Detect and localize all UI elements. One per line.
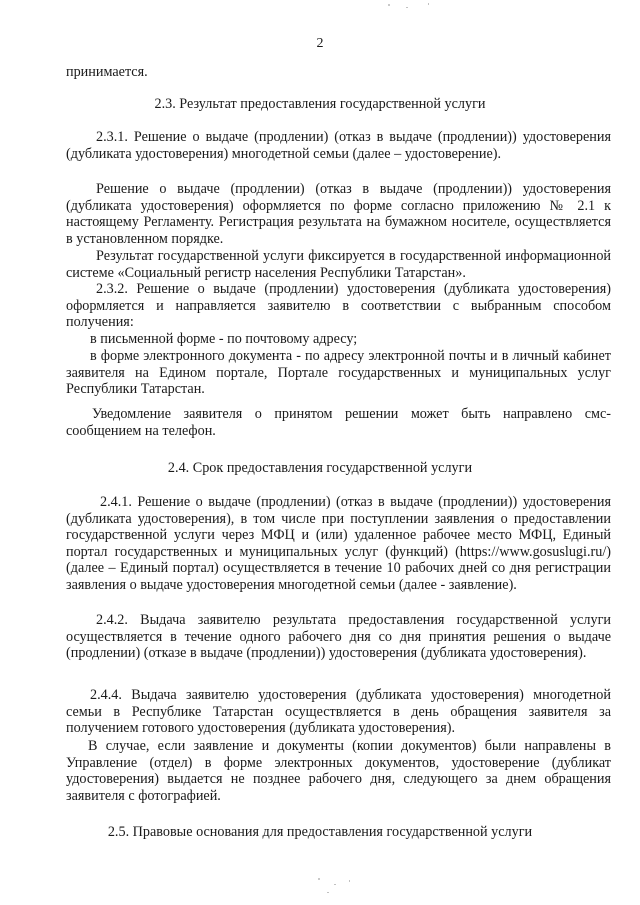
scan-speck [318, 878, 320, 880]
paragraph-2-3-2-paper: в письменной форме - по почтовому адресу; [90, 331, 358, 347]
paragraph-2-3-2: 2.3.2. Решение о выдаче (продлении) удостоверения (дубликата удостоверения) оформляется и направляется заявителю в соответствии с выбранным способом получения: [66, 281, 611, 331]
scan-speck [428, 3, 429, 5]
paragraph-2-4-4-electronic: В случае, если заявление и документы (копии документов) были направлены в Управление (отдел) в форме электронных документов, удостоверение (дубликат удостоверения) выдается не позднее рабочего дня, следующего за днем обращения заявителя с фотографией. [66, 738, 611, 804]
section-heading-2-5: 2.5. Правовые основания для предоставления государственной услуги [107, 824, 533, 840]
paragraph-2-4-1: 2.4.1. Решение о выдаче (продлении) (отказ в выдаче (продлении)) удостоверения (дубликата удостоверения), в том числе при поступлении заявления о предоставлении государственной услуги через МФЦ и (или) удаленное рабочее место МФЦ, Единый портал государственных и муниципальных услуг (функций) (https://www.gosuslugi.ru/) (далее – Единый портал) осуществляется в течение 10 рабочих дней со дня регистрации заявления о выдаче удостоверения многодетной семьи (далее - заявление). [66, 494, 611, 593]
paragraph-2-3-2-electronic: в форме электронного документа - по адресу электронной почты и в личный кабинет заявителя на Едином портале, Портале государственных и муниципальных услуг Республики Татарстан. [66, 348, 611, 398]
paragraph-2-3-1: 2.3.1. Решение о выдаче (продлении) (отказ в выдаче (продлении)) удостоверения (дубликата удостоверения) многодетной семьи (далее – удостоверение). [66, 129, 611, 162]
scan-speck [334, 884, 336, 885]
section-heading-2-3: 2.3. Результат предоставления государственной услуги [154, 96, 486, 112]
scan-speck [327, 892, 329, 893]
paragraph-2-4-4: 2.4.4. Выдача заявителю удостоверения (дубликата удостоверения) многодетной семьи в Республике Татарстан осуществляется в день обращения заявителя за получением готового удостоверения (дубликата удостоверения). [66, 687, 611, 737]
paragraph-2-4-2: 2.4.2. Выдача заявителю результата предоставления государственной услуги осуществляется в течение одного рабочего дня со дня принятия решения о выдаче (продлении) (отказе в выдаче (продлении)) удостоверения (дубликата удостоверения). [66, 612, 611, 662]
section-heading-2-4: 2.4. Срок предоставления государственной услуги [167, 460, 473, 476]
scan-speck [406, 7, 408, 8]
paragraph-2-3-2-sms: Уведомление заявителя о принятом решении может быть направлено смс-сообщением на телефон. [66, 406, 611, 439]
paragraph-continuation: принимается. [66, 64, 148, 80]
paragraph-2-3-1-form: Решение о выдаче (продлении) (отказ в выдаче (продлении)) удостоверения (дубликата удостоверения) оформляется по форме согласно приложению № 2.1 к настоящему Регламенту. Регистрация результата на бумажном носителе, осуществляется в установленном порядке. [66, 181, 611, 247]
page-number: 2 [316, 36, 324, 51]
scan-speck [388, 4, 390, 6]
paragraph-2-3-1-register: Результат государственной услуги фиксируется в государственной информационной системе «Социальный регистр населения Республики Татарстан». [66, 248, 611, 281]
scan-speck [349, 880, 350, 882]
